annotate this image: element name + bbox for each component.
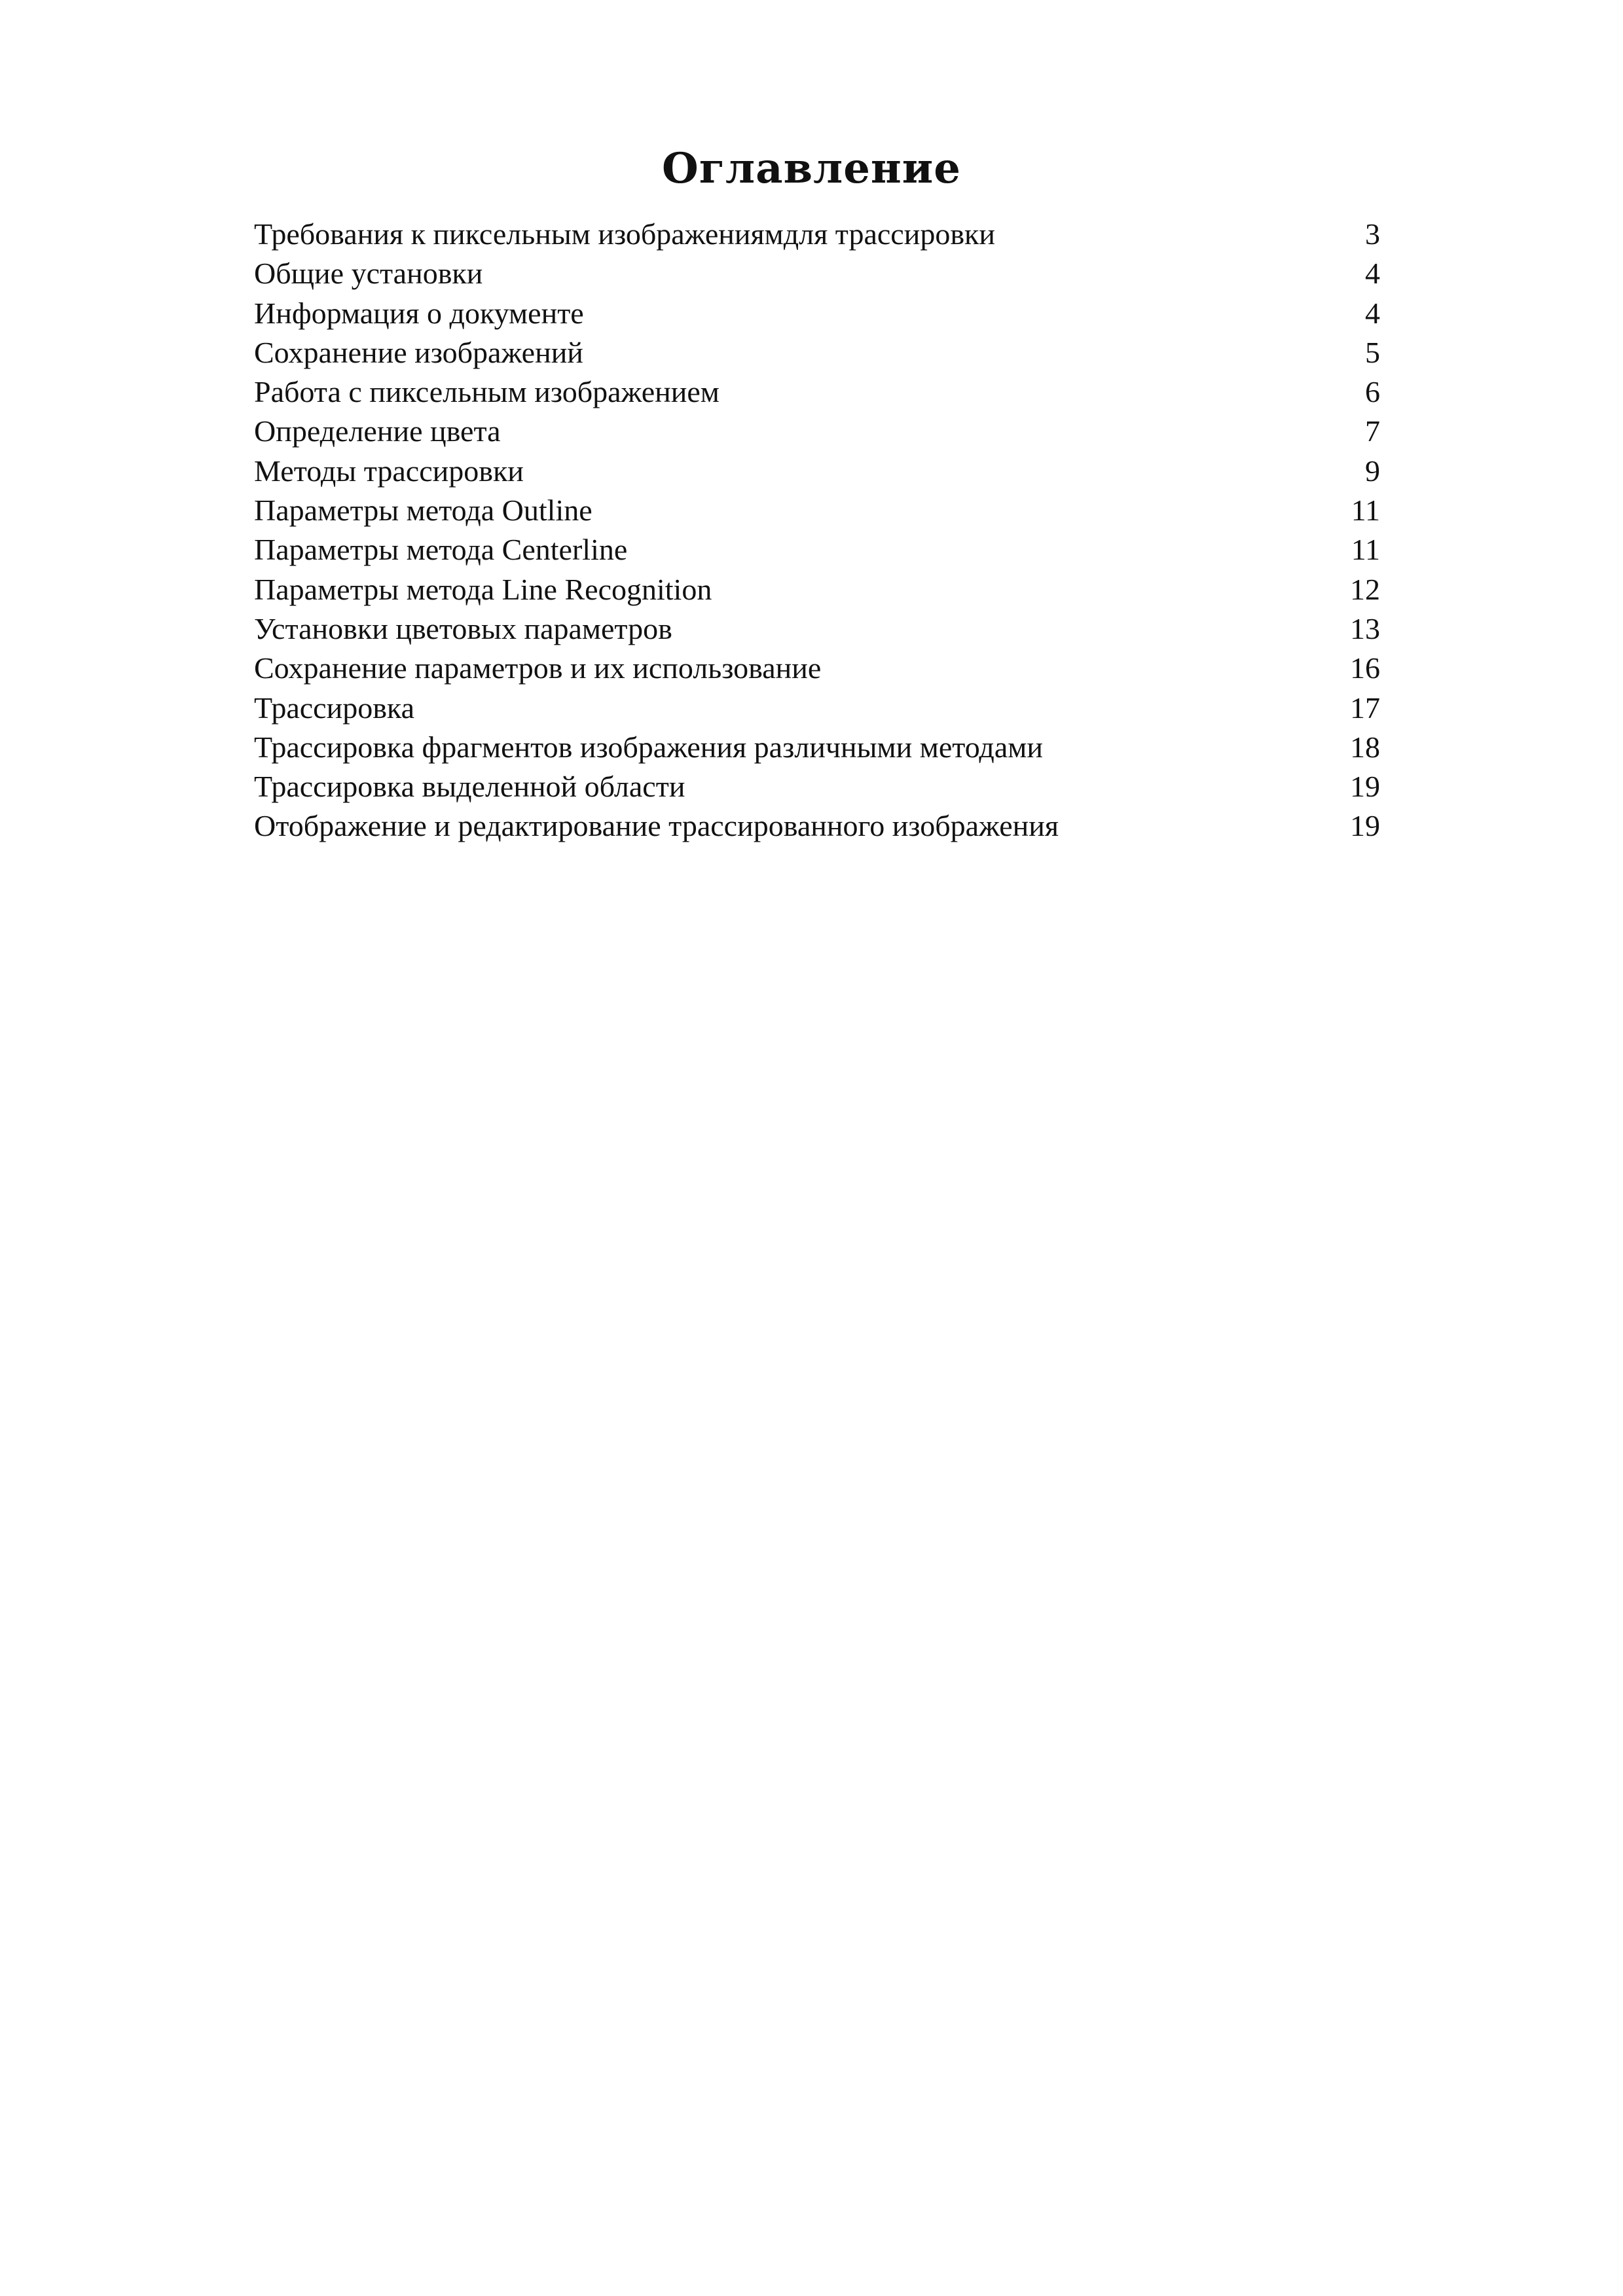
toc-entry-label: Определение цвета	[254, 414, 501, 448]
toc-entry[interactable]	[254, 806, 1380, 846]
toc-entry-page: 19	[1350, 809, 1380, 843]
toc-entry[interactable]	[254, 767, 1380, 806]
toc-entry[interactable]	[254, 294, 1380, 333]
toc-entry[interactable]	[254, 412, 1380, 451]
toc-entry-page: 11	[1351, 533, 1380, 567]
toc-entry[interactable]	[254, 530, 1380, 569]
toc-entry-page: 5	[1365, 335, 1380, 369]
toc-entry-label: Параметры метода Centerline	[254, 533, 628, 567]
toc-entry-page: 13	[1350, 611, 1380, 645]
toc-entry-page: 4	[1365, 257, 1380, 291]
toc-entry-label: Сохранение изображений	[254, 335, 583, 369]
toc-entry[interactable]	[254, 333, 1380, 372]
toc-entry-page: 3	[1365, 217, 1380, 251]
toc-entry-label: Общие установки	[254, 257, 483, 291]
toc-entry[interactable]	[254, 570, 1380, 609]
toc-entry-label: Информация о документе	[254, 296, 584, 330]
toc-entry-label: Параметры метода Outline	[254, 493, 593, 528]
toc-entry[interactable]	[254, 452, 1380, 491]
toc-entry[interactable]	[254, 609, 1380, 649]
toc-entry-page: 17	[1350, 691, 1380, 725]
toc-entry-label: Сохранение параметров и их использование	[254, 651, 822, 685]
toc-entry-label: Трассировка фрагментов изображения различными методами	[254, 730, 1043, 764]
toc-entry-page: 6	[1365, 375, 1380, 409]
toc-entry-label: Установки цветовых параметров	[254, 611, 672, 645]
toc-entry[interactable]	[254, 215, 1380, 254]
toc-entry-page: 19	[1350, 770, 1380, 804]
toc-entry-page: 7	[1365, 414, 1380, 448]
toc-entry-label: Трассировка выделенной области	[254, 770, 685, 804]
toc-entry-page: 11	[1351, 493, 1380, 528]
table-of-contents	[254, 215, 1380, 846]
toc-entry-page: 16	[1350, 651, 1380, 685]
toc-entry-page: 9	[1365, 454, 1380, 488]
toc-entry[interactable]	[254, 372, 1380, 412]
toc-entry[interactable]	[254, 689, 1380, 728]
toc-entry-label: Требования к пиксельным изображениямдля трассировки	[254, 217, 996, 251]
toc-entry-label: Параметры метода Line Recognition	[254, 572, 712, 606]
toc-entry[interactable]	[254, 491, 1380, 530]
toc-entry[interactable]	[254, 649, 1380, 688]
toc-entry-page: 12	[1350, 572, 1380, 606]
toc-entry-label: Методы трассировки	[254, 454, 524, 488]
toc-entry-label: Работа с пиксельным изображением	[254, 375, 720, 409]
toc-entry-page: 18	[1350, 730, 1380, 764]
toc-entry-page: 4	[1365, 296, 1380, 330]
toc-entry-label: Отображение и редактирование трассированного изображения	[254, 809, 1059, 843]
toc-entry[interactable]	[254, 728, 1380, 767]
toc-entry[interactable]	[254, 254, 1380, 293]
toc-entry-label: Трассировка	[254, 691, 415, 725]
page-title: Оглавление	[662, 143, 961, 193]
